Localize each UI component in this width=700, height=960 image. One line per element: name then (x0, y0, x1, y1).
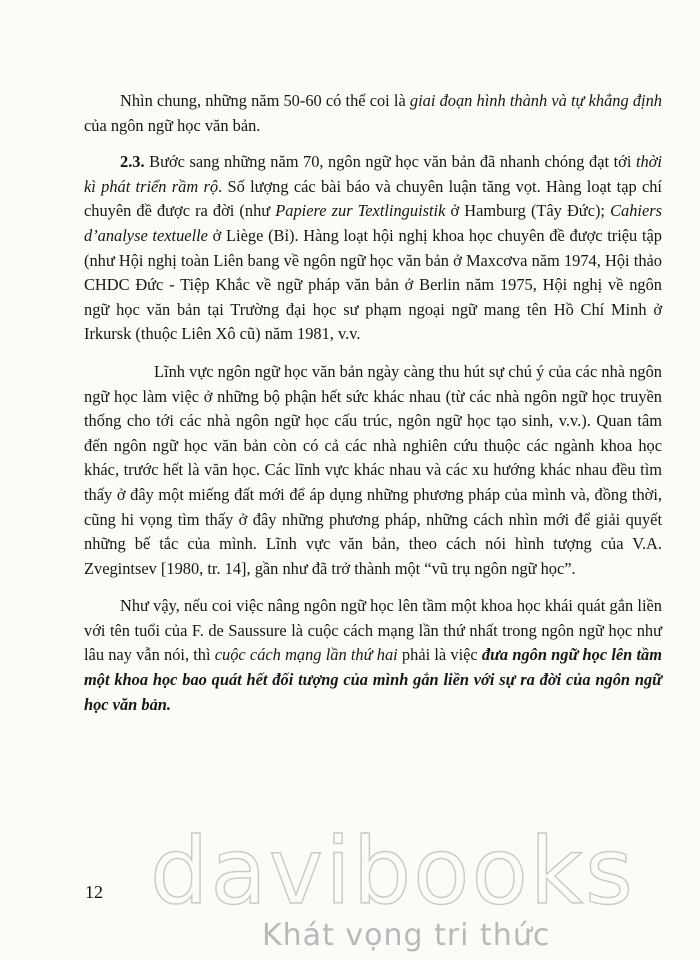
p4-seg-4-bold-italic: đưa ngôn ngữ học lên tầm một khoa học bao quát hết đối tượng của mình gắn liền với sự ra đời của ngôn ngữ học văn bản. (84, 645, 662, 714)
paragraph-2 (84, 150, 662, 347)
paragraph-3 (84, 360, 662, 581)
watermark-tagline: Khát vọng tri thức (262, 918, 551, 953)
p1-seg-2-italic: giai đoạn hình thành và tự khẳng định (409, 91, 662, 110)
paragraph-1 (84, 89, 662, 138)
paragraph-4 (84, 594, 662, 717)
p2-seg-4: . Số lượng các bài báo và chuyên luận tăng vọt. Hàng loạt tạp chí chuyên đề được ra đời (như (84, 176, 662, 221)
p2-seg-6: ở Hamburg (Tây Đức); (445, 201, 611, 221)
p4-seg-1: Như vậy, nếu coi việc nâng ngôn ngữ học lên tầm một khoa học khái quát gắn liền với tên tuổi của F. de Saussure là cuộc cách mạng lần thứ nhất trong ngôn ngữ học như lâu nay vẫn nói, thì (84, 596, 662, 665)
watermark-brand: davibooks (150, 818, 635, 925)
p2-seg-7-journal-title: Cahiers d’analyse textuelle (84, 201, 662, 245)
page-number: 12 (85, 882, 103, 902)
section-number: 2.3. (120, 152, 145, 172)
p2-seg-3-italic: thời kì phát triển rầm rộ (84, 152, 662, 196)
p3-seg-1: Lĩnh vực ngôn ngữ học văn bản ngày càng thu hút sự chú ý của các nhà ngôn ngữ học làm việc ở những bộ phận hết sức khác nhau (từ các nhà ngôn ngữ học truyền thống cho tới các nhà ngôn ngữ học cấu trúc, ngôn ngữ học tạo sinh, v.v.). Quan tâm đến ngôn ngữ học văn bản còn có cả các nhà nghiên cứu thuộc các ngành khoa học khác, trước hết là văn học. Các lĩnh vực khác nhau và các xu hướng khác nhau đều tìm thấy ở đây một miếng đất mới để áp dụng những phương pháp của mình và, đồng thời, cũng hi vọng tìm thấy ở đây những phương pháp, những cách nhìn mới để giải quyết những bế tắc của mình. Lĩnh vực văn bản, theo cách nói hình tượng của V.A. Zvegintsev [1980, tr. 14], gần như đã trở thành một “vũ trụ ngôn ngữ học”. (84, 361, 662, 578)
p1-seg-1: Nhìn chung, những năm 50-60 có thể coi là (120, 91, 410, 110)
body-text (84, 89, 662, 717)
p4-seg-2-italic: cuộc cách mạng lần thứ hai (214, 645, 398, 665)
p2-seg-2: Bước sang những năm 70, ngôn ngữ học văn bản đã nhanh chóng đạt tới (144, 152, 636, 172)
p1-seg-3: của ngôn ngữ học văn bản. (84, 115, 261, 135)
p4-seg-3: phải là việc (397, 645, 482, 665)
p2-seg-5-journal-title: Papiere zur Textlinguistik (275, 201, 446, 221)
p2-seg-8: ở Liège (Bỉ). Hàng loạt hội nghị khoa học chuyên đề được triệu tập (như Hội nghị toàn Liên bang về ngôn ngữ học văn bản ở Maxcơva năm 1974, Hội thảo CHDC Đức - Tiệp Khắc về ngữ pháp văn bản ở Berlin năm 1975, Hội nghị về ngôn ngữ học văn bản tại Trường đại học sư phạm ngoại ngữ mang tên Hồ Chí Minh ở Irkursk (thuộc Liên Xô cũ) năm 1981, v.v. (84, 225, 662, 344)
